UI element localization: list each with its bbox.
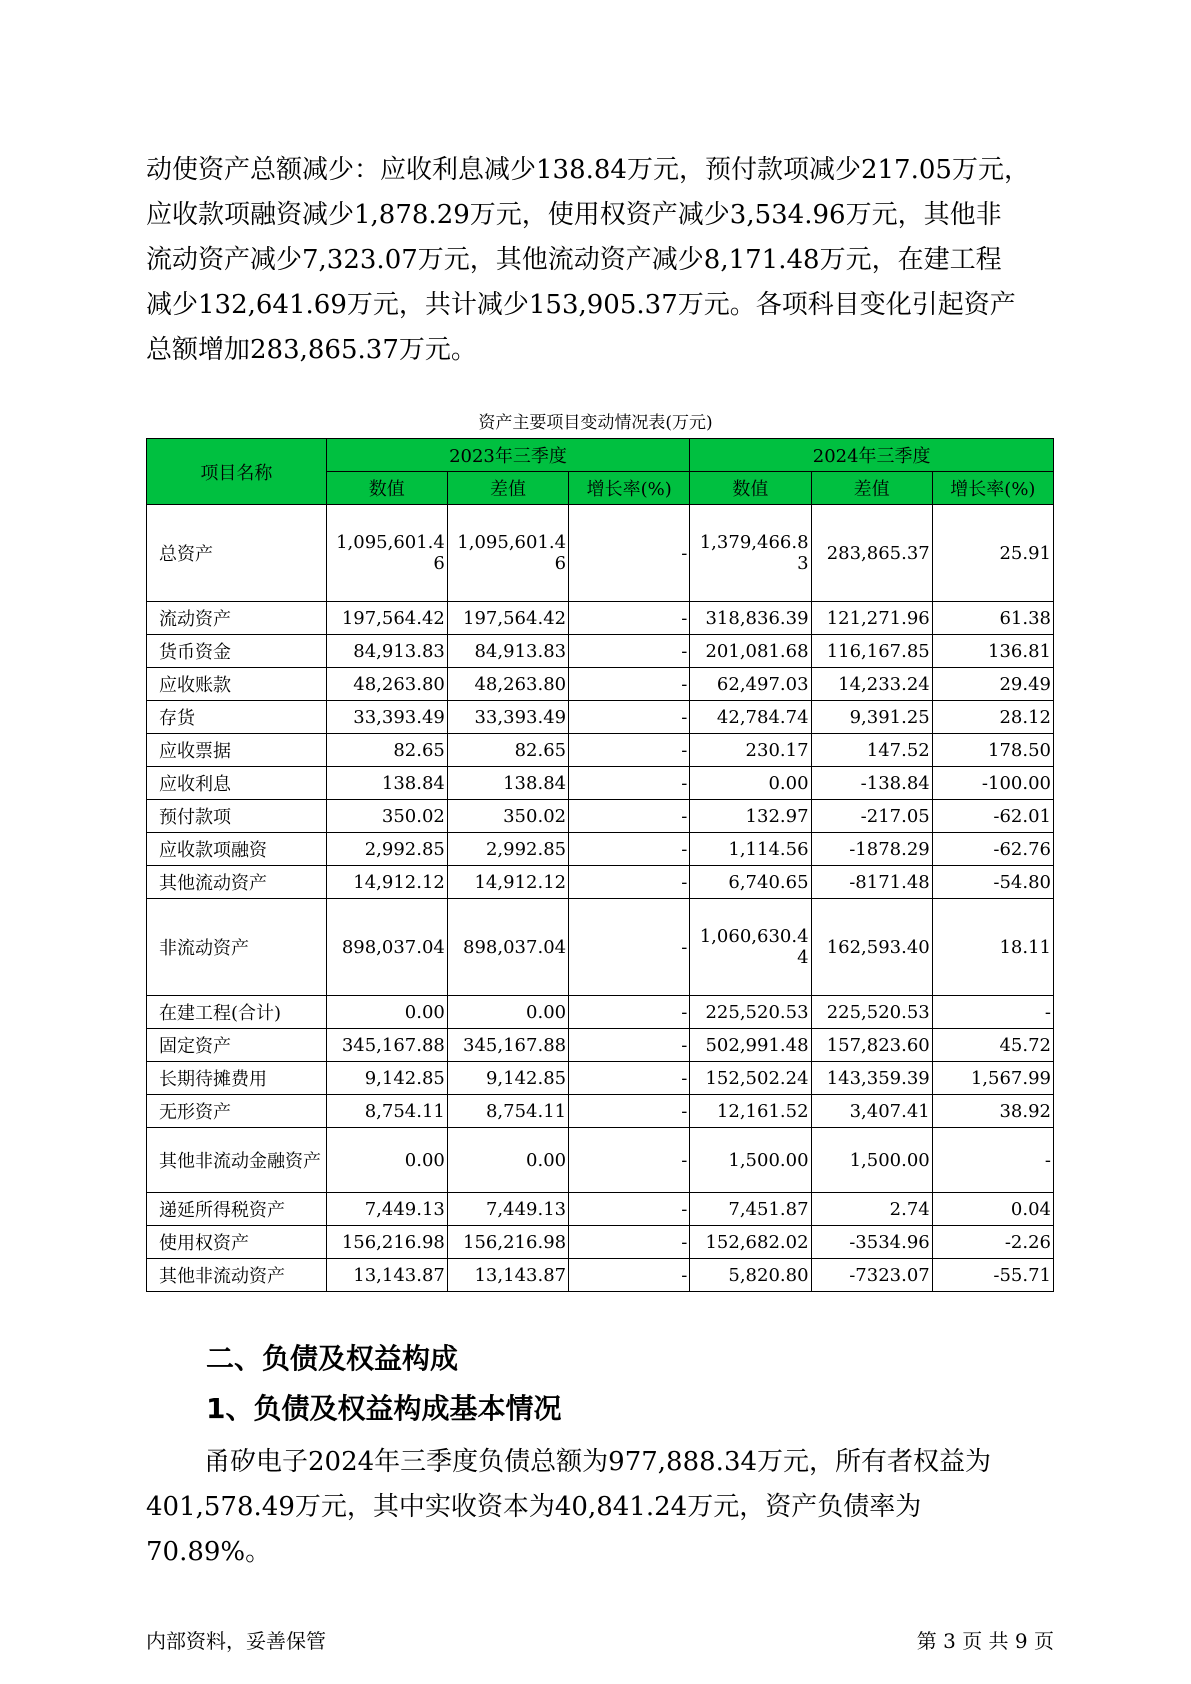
table-body bbox=[147, 505, 1054, 1292]
cell-g24: - bbox=[932, 996, 1053, 1029]
cell-v23: 345,167.88 bbox=[326, 1029, 447, 1062]
cell-g24: 45.72 bbox=[932, 1029, 1053, 1062]
table-row bbox=[147, 1226, 1054, 1259]
row-item-name: 货币资金 bbox=[147, 635, 327, 668]
cell-d24: 3,407.41 bbox=[811, 1095, 932, 1128]
cell-g24: 1,567.99 bbox=[932, 1062, 1053, 1095]
cell-d24: 147.52 bbox=[811, 734, 932, 767]
cell-v24: 12,161.52 bbox=[690, 1095, 811, 1128]
asset-change-table bbox=[146, 438, 1054, 1292]
cell-v23: 8,754.11 bbox=[326, 1095, 447, 1128]
table-row bbox=[147, 1029, 1054, 1062]
cell-v23: 0.00 bbox=[326, 1128, 447, 1193]
cell-d23: 0.00 bbox=[447, 996, 568, 1029]
row-item-name: 其他流动资产 bbox=[147, 866, 327, 899]
summary-line: 401,578.49万元，其中实收资本为40,841.24万元，资产负债率为70.89%。 bbox=[146, 1492, 922, 1567]
cell-d23: 898,037.04 bbox=[447, 899, 568, 996]
cell-g23: - bbox=[569, 1226, 690, 1259]
cell-g23: - bbox=[569, 1193, 690, 1226]
cell-d23: 345,167.88 bbox=[447, 1029, 568, 1062]
cell-v24: 1,114.56 bbox=[690, 833, 811, 866]
cell-d23: 156,216.98 bbox=[447, 1226, 568, 1259]
cell-g24: 29.49 bbox=[932, 668, 1053, 701]
row-item-name: 长期待摊费用 bbox=[147, 1062, 327, 1095]
cell-v24: 152,502.24 bbox=[690, 1062, 811, 1095]
table-row bbox=[147, 833, 1054, 866]
row-item-name: 应收利息 bbox=[147, 767, 327, 800]
cell-d24: 14,233.24 bbox=[811, 668, 932, 701]
row-item-name: 应收账款 bbox=[147, 668, 327, 701]
cell-d23: 82.65 bbox=[447, 734, 568, 767]
table-row bbox=[147, 1062, 1054, 1095]
table-row bbox=[147, 668, 1054, 701]
cell-d23: 9,142.85 bbox=[447, 1062, 568, 1095]
cell-g23: - bbox=[569, 1128, 690, 1193]
cell-d24: -3534.96 bbox=[811, 1226, 932, 1259]
cell-v23: 197,564.42 bbox=[326, 602, 447, 635]
cell-d24: -1878.29 bbox=[811, 833, 932, 866]
table-row bbox=[147, 1128, 1054, 1193]
cell-g23: - bbox=[569, 996, 690, 1029]
cell-g23: - bbox=[569, 602, 690, 635]
row-item-name: 流动资产 bbox=[147, 602, 327, 635]
cell-g23: - bbox=[569, 635, 690, 668]
cell-v24: 0.00 bbox=[690, 767, 811, 800]
table-row bbox=[147, 800, 1054, 833]
cell-v23: 350.02 bbox=[326, 800, 447, 833]
cell-g24: -100.00 bbox=[932, 767, 1053, 800]
footer-confidential-note: 内部资料，妥善保管 bbox=[146, 1629, 326, 1653]
cell-d24: 1,500.00 bbox=[811, 1128, 932, 1193]
cell-d23: 0.00 bbox=[447, 1128, 568, 1193]
cell-v23: 2,992.85 bbox=[326, 833, 447, 866]
cell-v23: 1,095,601.46 bbox=[326, 505, 447, 602]
table-row bbox=[147, 701, 1054, 734]
cell-g24: 136.81 bbox=[932, 635, 1053, 668]
cell-v23: 33,393.49 bbox=[326, 701, 447, 734]
intro-paragraph bbox=[146, 148, 1046, 373]
cell-g23: - bbox=[569, 1259, 690, 1292]
cell-v24: 230.17 bbox=[690, 734, 811, 767]
cell-g23: - bbox=[569, 505, 690, 602]
cell-g24: -2.26 bbox=[932, 1226, 1053, 1259]
cell-g23: - bbox=[569, 668, 690, 701]
cell-d23: 2,992.85 bbox=[447, 833, 568, 866]
cell-g24: 178.50 bbox=[932, 734, 1053, 767]
header-item-name: 项目名称 bbox=[147, 439, 327, 505]
header-period-2024: 2024年三季度 bbox=[690, 439, 1054, 472]
cell-v24: 502,991.48 bbox=[690, 1029, 811, 1062]
header-period-2023: 2023年三季度 bbox=[326, 439, 690, 472]
cell-v23: 13,143.87 bbox=[326, 1259, 447, 1292]
footer-page-number: 第 3 页 共 9 页 bbox=[916, 1629, 1054, 1653]
cell-v23: 48,263.80 bbox=[326, 668, 447, 701]
cell-v23: 84,913.83 bbox=[326, 635, 447, 668]
cell-g23: - bbox=[569, 701, 690, 734]
cell-v23: 0.00 bbox=[326, 996, 447, 1029]
cell-d23: 8,754.11 bbox=[447, 1095, 568, 1128]
cell-d23: 84,913.83 bbox=[447, 635, 568, 668]
cell-v23: 82.65 bbox=[326, 734, 447, 767]
cell-v23: 898,037.04 bbox=[326, 899, 447, 996]
cell-v24: 7,451.87 bbox=[690, 1193, 811, 1226]
row-item-name: 无形资产 bbox=[147, 1095, 327, 1128]
intro-line: 动使资产总额减少：应收利息减少138.84万元，预付款项减少217.05万元， bbox=[146, 155, 1030, 185]
cell-v24: 1,500.00 bbox=[690, 1128, 811, 1193]
intro-line: 总额增加283,865.37万元。 bbox=[146, 335, 477, 365]
row-item-name: 在建工程(合计) bbox=[147, 996, 327, 1029]
cell-v24: 225,520.53 bbox=[690, 996, 811, 1029]
section-subheading: 1、负债及权益构成基本情况 bbox=[206, 1392, 562, 1425]
cell-v24: 318,836.39 bbox=[690, 602, 811, 635]
table-row bbox=[147, 734, 1054, 767]
row-item-name: 总资产 bbox=[147, 505, 327, 602]
table-row bbox=[147, 505, 1054, 602]
cell-v23: 156,216.98 bbox=[326, 1226, 447, 1259]
cell-g23: - bbox=[569, 1062, 690, 1095]
cell-d23: 138.84 bbox=[447, 767, 568, 800]
cell-d23: 14,912.12 bbox=[447, 866, 568, 899]
table-row bbox=[147, 1259, 1054, 1292]
cell-g23: - bbox=[569, 767, 690, 800]
cell-g24: 25.91 bbox=[932, 505, 1053, 602]
cell-g24: -62.76 bbox=[932, 833, 1053, 866]
cell-v24: 1,060,630.44 bbox=[690, 899, 811, 996]
row-item-name: 递延所得税资产 bbox=[147, 1193, 327, 1226]
row-item-name: 存货 bbox=[147, 701, 327, 734]
cell-v24: 6,740.65 bbox=[690, 866, 811, 899]
cell-g24: -54.80 bbox=[932, 866, 1053, 899]
cell-v24: 42,784.74 bbox=[690, 701, 811, 734]
header-diff-2024: 差值 bbox=[811, 472, 932, 505]
cell-g23: - bbox=[569, 866, 690, 899]
intro-line: 应收款项融资减少1,878.29万元，使用权资产减少3,534.96万元，其他非 bbox=[146, 200, 1002, 230]
cell-v24: 62,497.03 bbox=[690, 668, 811, 701]
cell-d24: 9,391.25 bbox=[811, 701, 932, 734]
row-item-name: 使用权资产 bbox=[147, 1226, 327, 1259]
cell-d23: 7,449.13 bbox=[447, 1193, 568, 1226]
cell-d23: 350.02 bbox=[447, 800, 568, 833]
header-growth-2024: 增长率(%) bbox=[932, 472, 1053, 505]
cell-g24: - bbox=[932, 1128, 1053, 1193]
header-diff-2023: 差值 bbox=[447, 472, 568, 505]
table-caption: 资产主要项目变动情况表(万元) bbox=[478, 413, 713, 433]
cell-g23: - bbox=[569, 1029, 690, 1062]
cell-d24: -7323.07 bbox=[811, 1259, 932, 1292]
intro-line: 减少132,641.69万元，共计减少153,905.37万元。各项科目变化引起资产 bbox=[146, 290, 1016, 320]
cell-d24: -138.84 bbox=[811, 767, 932, 800]
summary-line: 甬矽电子2024年三季度负债总额为977,888.34万元，所有者权益为 bbox=[204, 1447, 992, 1477]
row-item-name: 应收票据 bbox=[147, 734, 327, 767]
cell-d24: 157,823.60 bbox=[811, 1029, 932, 1062]
cell-v24: 1,379,466.83 bbox=[690, 505, 811, 602]
cell-v23: 138.84 bbox=[326, 767, 447, 800]
cell-v23: 9,142.85 bbox=[326, 1062, 447, 1095]
row-item-name: 应收款项融资 bbox=[147, 833, 327, 866]
cell-g23: - bbox=[569, 800, 690, 833]
row-item-name: 非流动资产 bbox=[147, 899, 327, 996]
row-item-name: 其他非流动金融资产 bbox=[147, 1128, 327, 1193]
table-row bbox=[147, 635, 1054, 668]
cell-g23: - bbox=[569, 734, 690, 767]
cell-g24: -62.01 bbox=[932, 800, 1053, 833]
table-row bbox=[147, 1193, 1054, 1226]
header-value-2024: 数值 bbox=[690, 472, 811, 505]
cell-g24: -55.71 bbox=[932, 1259, 1053, 1292]
cell-d24: 116,167.85 bbox=[811, 635, 932, 668]
cell-g24: 28.12 bbox=[932, 701, 1053, 734]
table-row bbox=[147, 866, 1054, 899]
cell-d24: 162,593.40 bbox=[811, 899, 932, 996]
cell-v24: 152,682.02 bbox=[690, 1226, 811, 1259]
row-item-name: 其他非流动资产 bbox=[147, 1259, 327, 1292]
cell-g24: 18.11 bbox=[932, 899, 1053, 996]
cell-v24: 132.97 bbox=[690, 800, 811, 833]
cell-g23: - bbox=[569, 899, 690, 996]
cell-d24: 2.74 bbox=[811, 1193, 932, 1226]
cell-g23: - bbox=[569, 1095, 690, 1128]
row-item-name: 预付款项 bbox=[147, 800, 327, 833]
table-row bbox=[147, 899, 1054, 996]
row-item-name: 固定资产 bbox=[147, 1029, 327, 1062]
cell-d23: 33,393.49 bbox=[447, 701, 568, 734]
cell-d24: 283,865.37 bbox=[811, 505, 932, 602]
header-value-2023: 数值 bbox=[326, 472, 447, 505]
cell-g24: 38.92 bbox=[932, 1095, 1053, 1128]
cell-d24: 225,520.53 bbox=[811, 996, 932, 1029]
cell-v24: 5,820.80 bbox=[690, 1259, 811, 1292]
cell-d24: -8171.48 bbox=[811, 866, 932, 899]
cell-g24: 61.38 bbox=[932, 602, 1053, 635]
cell-g23: - bbox=[569, 833, 690, 866]
intro-line: 流动资产减少7,323.07万元，其他流动资产减少8,171.48万元，在建工程 bbox=[146, 245, 1002, 275]
cell-v23: 7,449.13 bbox=[326, 1193, 447, 1226]
table-row bbox=[147, 996, 1054, 1029]
cell-d23: 48,263.80 bbox=[447, 668, 568, 701]
cell-d23: 1,095,601.46 bbox=[447, 505, 568, 602]
cell-d24: 121,271.96 bbox=[811, 602, 932, 635]
cell-v23: 14,912.12 bbox=[326, 866, 447, 899]
table-row bbox=[147, 602, 1054, 635]
cell-g24: 0.04 bbox=[932, 1193, 1053, 1226]
cell-d24: -217.05 bbox=[811, 800, 932, 833]
section-heading: 二、负债及权益构成 bbox=[206, 1342, 459, 1375]
header-growth-2023: 增长率(%) bbox=[569, 472, 690, 505]
summary-paragraph bbox=[146, 1440, 1046, 1575]
cell-v24: 201,081.68 bbox=[690, 635, 811, 668]
cell-d23: 197,564.42 bbox=[447, 602, 568, 635]
cell-d23: 13,143.87 bbox=[447, 1259, 568, 1292]
table-row bbox=[147, 767, 1054, 800]
cell-d24: 143,359.39 bbox=[811, 1062, 932, 1095]
table-row bbox=[147, 1095, 1054, 1128]
